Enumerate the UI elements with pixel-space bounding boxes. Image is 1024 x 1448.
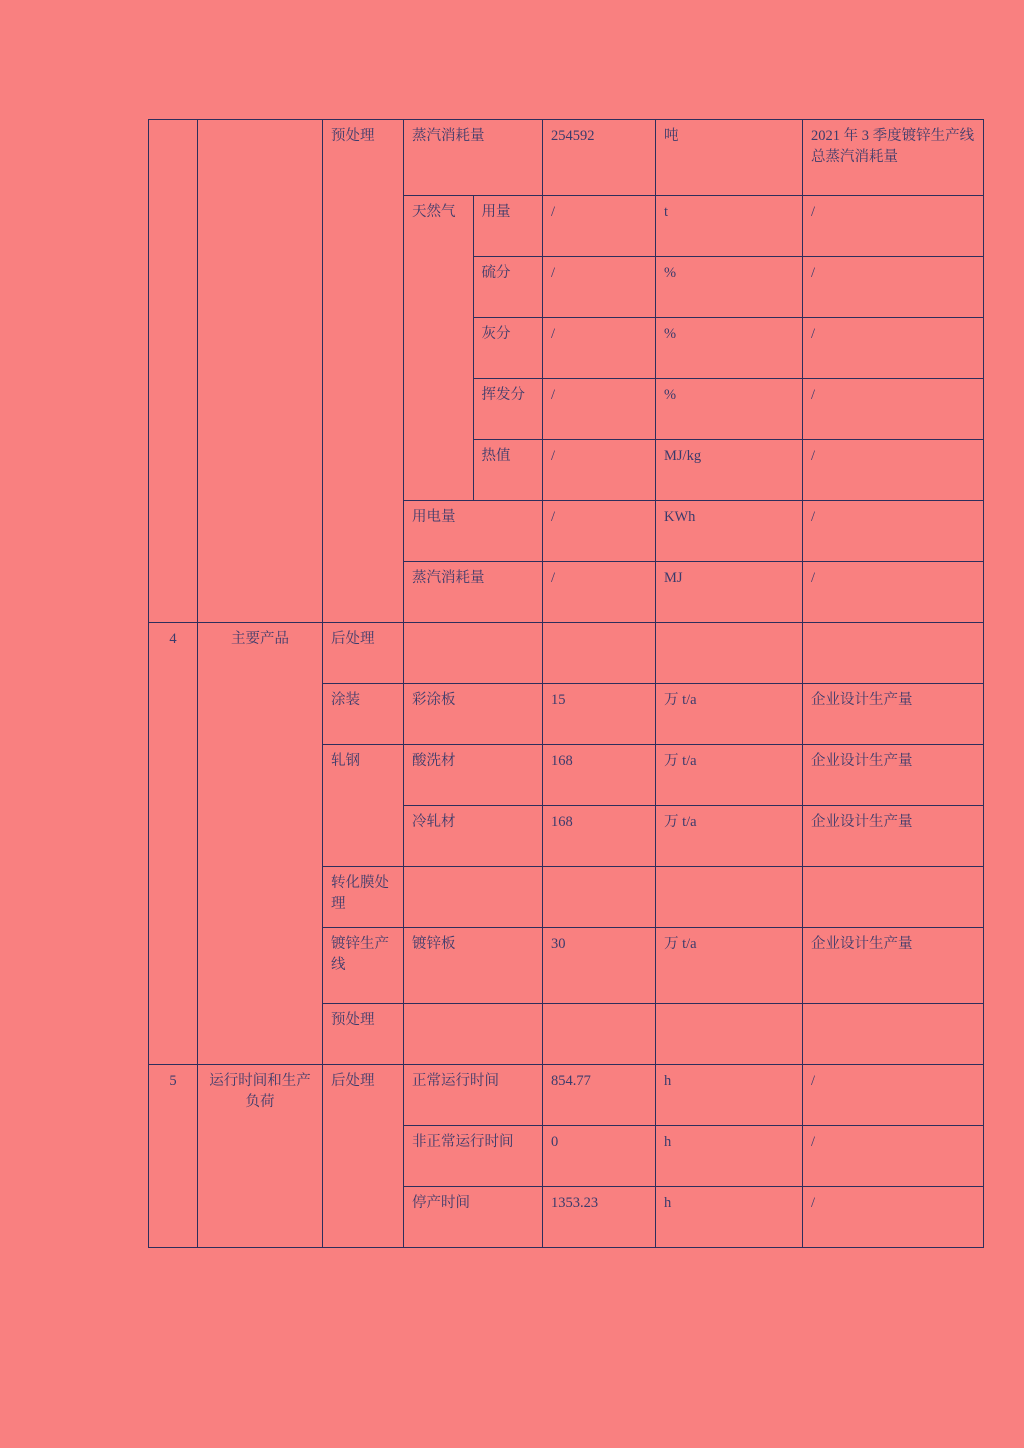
value: 168 <box>543 745 656 806</box>
remark: / <box>803 501 984 562</box>
value <box>543 867 656 928</box>
unit: t <box>656 196 803 257</box>
process-stage: 后处理 <box>323 623 404 684</box>
process-stage: 轧钢 <box>323 745 404 867</box>
metric-name: 非正常运行时间 <box>404 1126 543 1187</box>
material-name: 蒸汽消耗量 <box>404 120 543 196</box>
value <box>543 1004 656 1065</box>
unit: h <box>656 1126 803 1187</box>
post-treatment-product-row <box>149 623 984 684</box>
item-category: 运行时间和生产负荷 <box>198 1065 323 1248</box>
value: 0 <box>543 1126 656 1187</box>
process-stage: 转化膜处理 <box>323 867 404 928</box>
value: 854.77 <box>543 1065 656 1126</box>
unit: 万 t/a <box>656 745 803 806</box>
unit: 万 t/a <box>656 684 803 745</box>
unit: 万 t/a <box>656 928 803 1004</box>
item-no <box>149 120 198 623</box>
value: 15 <box>543 684 656 745</box>
value: 30 <box>543 928 656 1004</box>
metric-name: 停产时间 <box>404 1187 543 1248</box>
remark: 企业设计生产量 <box>803 928 984 1004</box>
unit <box>656 623 803 684</box>
remark: 企业设计生产量 <box>803 806 984 867</box>
unit: % <box>656 318 803 379</box>
unit: MJ <box>656 562 803 623</box>
remark <box>803 623 984 684</box>
unit: KWh <box>656 501 803 562</box>
unit <box>656 1004 803 1065</box>
value: 1353.23 <box>543 1187 656 1248</box>
remark: 2021 年 3 季度镀锌生产线总蒸汽消耗量 <box>803 120 984 196</box>
remark: / <box>803 440 984 501</box>
process-stage: 后处理 <box>323 1065 404 1248</box>
remark: / <box>803 318 984 379</box>
unit: 吨 <box>656 120 803 196</box>
unit <box>656 867 803 928</box>
material-name: 天然气 <box>404 196 474 501</box>
value: 254592 <box>543 120 656 196</box>
value: / <box>543 501 656 562</box>
product-name: 彩涂板 <box>404 684 543 745</box>
process-stage: 镀锌生产线 <box>323 928 404 1004</box>
remark <box>803 1004 984 1065</box>
production-data-table <box>148 119 984 1248</box>
normal-runtime-row <box>149 1065 984 1126</box>
product-name: 冷轧材 <box>404 806 543 867</box>
item-no: 5 <box>149 1065 198 1248</box>
remark: / <box>803 257 984 318</box>
material-name: 用电量 <box>404 501 543 562</box>
metric-name: 正常运行时间 <box>404 1065 543 1126</box>
value: / <box>543 196 656 257</box>
value <box>543 623 656 684</box>
item-category <box>198 120 323 623</box>
product-name <box>404 623 543 684</box>
value: / <box>543 318 656 379</box>
sub-item: 挥发分 <box>473 379 543 440</box>
remark: 企业设计生产量 <box>803 684 984 745</box>
sub-item: 硫分 <box>473 257 543 318</box>
unit: h <box>656 1065 803 1126</box>
remark: / <box>803 1126 984 1187</box>
remark: 企业设计生产量 <box>803 745 984 806</box>
unit: % <box>656 257 803 318</box>
document-page <box>148 119 975 1248</box>
value: / <box>543 562 656 623</box>
process-stage: 预处理 <box>323 1004 404 1065</box>
remark: / <box>803 1187 984 1248</box>
remark: / <box>803 1065 984 1126</box>
remark: / <box>803 379 984 440</box>
process-stage: 预处理 <box>323 120 404 623</box>
unit: % <box>656 379 803 440</box>
remark <box>803 867 984 928</box>
item-category: 主要产品 <box>198 623 323 1065</box>
value: / <box>543 379 656 440</box>
product-name <box>404 867 543 928</box>
process-stage: 涂装 <box>323 684 404 745</box>
unit: 万 t/a <box>656 806 803 867</box>
unit: h <box>656 1187 803 1248</box>
sub-item: 用量 <box>473 196 543 257</box>
value: / <box>543 440 656 501</box>
remark: / <box>803 562 984 623</box>
value: / <box>543 257 656 318</box>
remark: / <box>803 196 984 257</box>
sub-item: 灰分 <box>473 318 543 379</box>
material-name: 蒸汽消耗量 <box>404 562 543 623</box>
steam-consumption-row <box>149 120 984 196</box>
unit: MJ/kg <box>656 440 803 501</box>
sub-item: 热值 <box>473 440 543 501</box>
product-name: 镀锌板 <box>404 928 543 1004</box>
product-name: 酸洗材 <box>404 745 543 806</box>
product-name <box>404 1004 543 1065</box>
item-no: 4 <box>149 623 198 1065</box>
value: 168 <box>543 806 656 867</box>
